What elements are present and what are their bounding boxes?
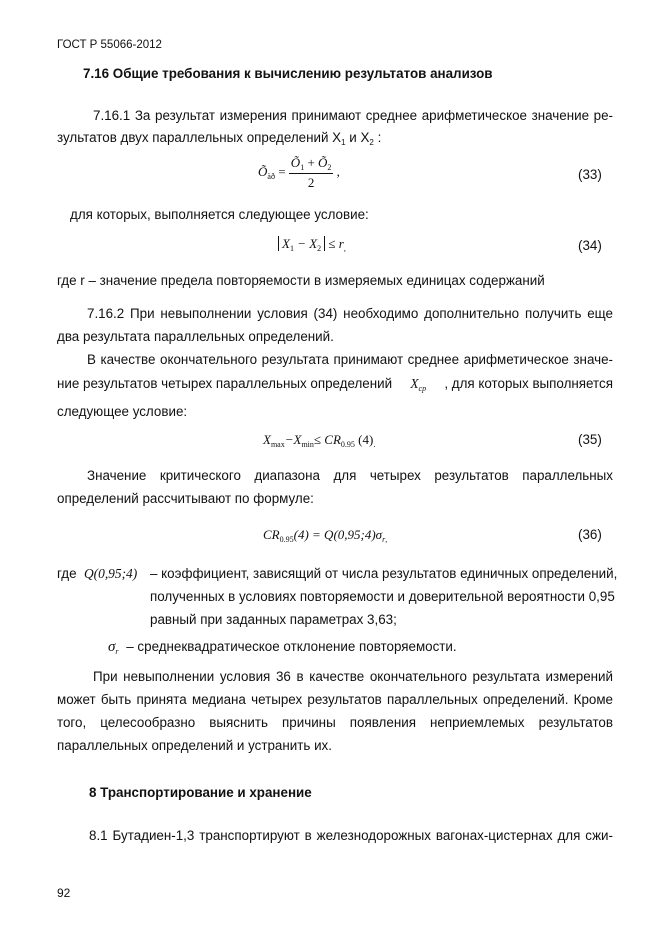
paragraph-final-result-line-2: ние результатов четырех параллельных определений $X_{ср}$ , для которых выполняется [57,376,613,393]
paragraph-7-16-1-line-2: зультатов двух параллельных определений $X_1$ и $X_2$ : [57,130,382,147]
equation-35: $X_{max}-X_{min}\le CR_{0.95}$ $(4)_.$ [263,432,376,449]
where-q-line-2: полученных в условиях повторяемости и доверительной вероятности 0,95 [150,589,615,604]
equation-36: $CR_{0.95}(4)$ = $Q(0,95;4)\sigma_{r,}$ [263,527,388,544]
equation-33: $Õ_{àð}$ = $\frac{Õ_1 + Õ_2}{2}$ , [258,155,340,190]
paragraph-median-line-1: При невыполнении условия 36 в качестве окончательного результата измерений [93,669,613,684]
equation-number-33: (33) [578,167,602,182]
where-r-definition: где r – значение предела повторяемости в измеряемых единицах содержаний [57,273,545,288]
paragraph-7-16-2-line-1: 7.16.2 При невыполнении условия (34) необходимо дополнительно получить еще [87,306,613,321]
paragraph-7-16-2-line-2: два результата параллельных определений. [57,329,334,344]
fraction: $\frac{Õ_1 + Õ_2}{2}$ [290,155,332,190]
section-title-7-16: 7.16 Общие требования к вычислению результатов анализов [83,66,493,81]
paragraph-8-1-line-1: 8.1 Бутадиен-1,3 транспортируют в железнодорожных вагонах-цистернах для сжи- [89,828,613,843]
paragraph-final-result-line-3: следующее условие: [57,404,188,419]
section-title-8: 8 Транспортирование и хранение [89,785,312,800]
equation-number-34: (34) [578,238,602,253]
paragraph-final-result-line-1: В качестве окончательного результата принимают среднее арифметическое значе- [87,352,613,367]
paragraph-median-line-3: того, целесообразно выяснить причины появления неприемлемых результатов [57,715,613,730]
paragraph-critical-range-line-1: Значение критического диапазона для четырех результатов параллельных [87,468,613,483]
page-number: 92 [57,886,71,900]
equation-number-35: (35) [578,432,602,447]
where-q-symbol: Q(0,95;4) [84,566,138,581]
equation-34: $X_1 - X_2 \le r_,$ [278,236,346,253]
document-header: ГОСТ Р 55066-2012 [57,39,162,51]
paragraph-critical-range-line-2: определений рассчитывают по формуле: [57,491,314,506]
where-sigma-definition: $\sigma_r$ – среднеквадратическое отклонение повторяемости. [108,639,457,656]
where-q-line-3: равный при заданных параметрах 3,63; [150,612,397,627]
paragraph-7-16-1-line-1: 7.16.1 За результат измерения принимают среднее арифметическое значение ре- [93,108,613,123]
paragraph-median-line-4: параллельных определений и устранить их. [57,738,332,753]
equation-number-36: (36) [578,527,602,542]
condition-intro: для которых, выполняется следующее условие: [70,207,369,222]
where-q-line-1: – коэффициент, зависящий от числа результатов единичных определений, [150,566,618,581]
paragraph-median-line-2: может быть принята медиана четырех результатов параллельных определений. Кроме [57,692,613,707]
where-q-prefix: где [57,566,77,581]
